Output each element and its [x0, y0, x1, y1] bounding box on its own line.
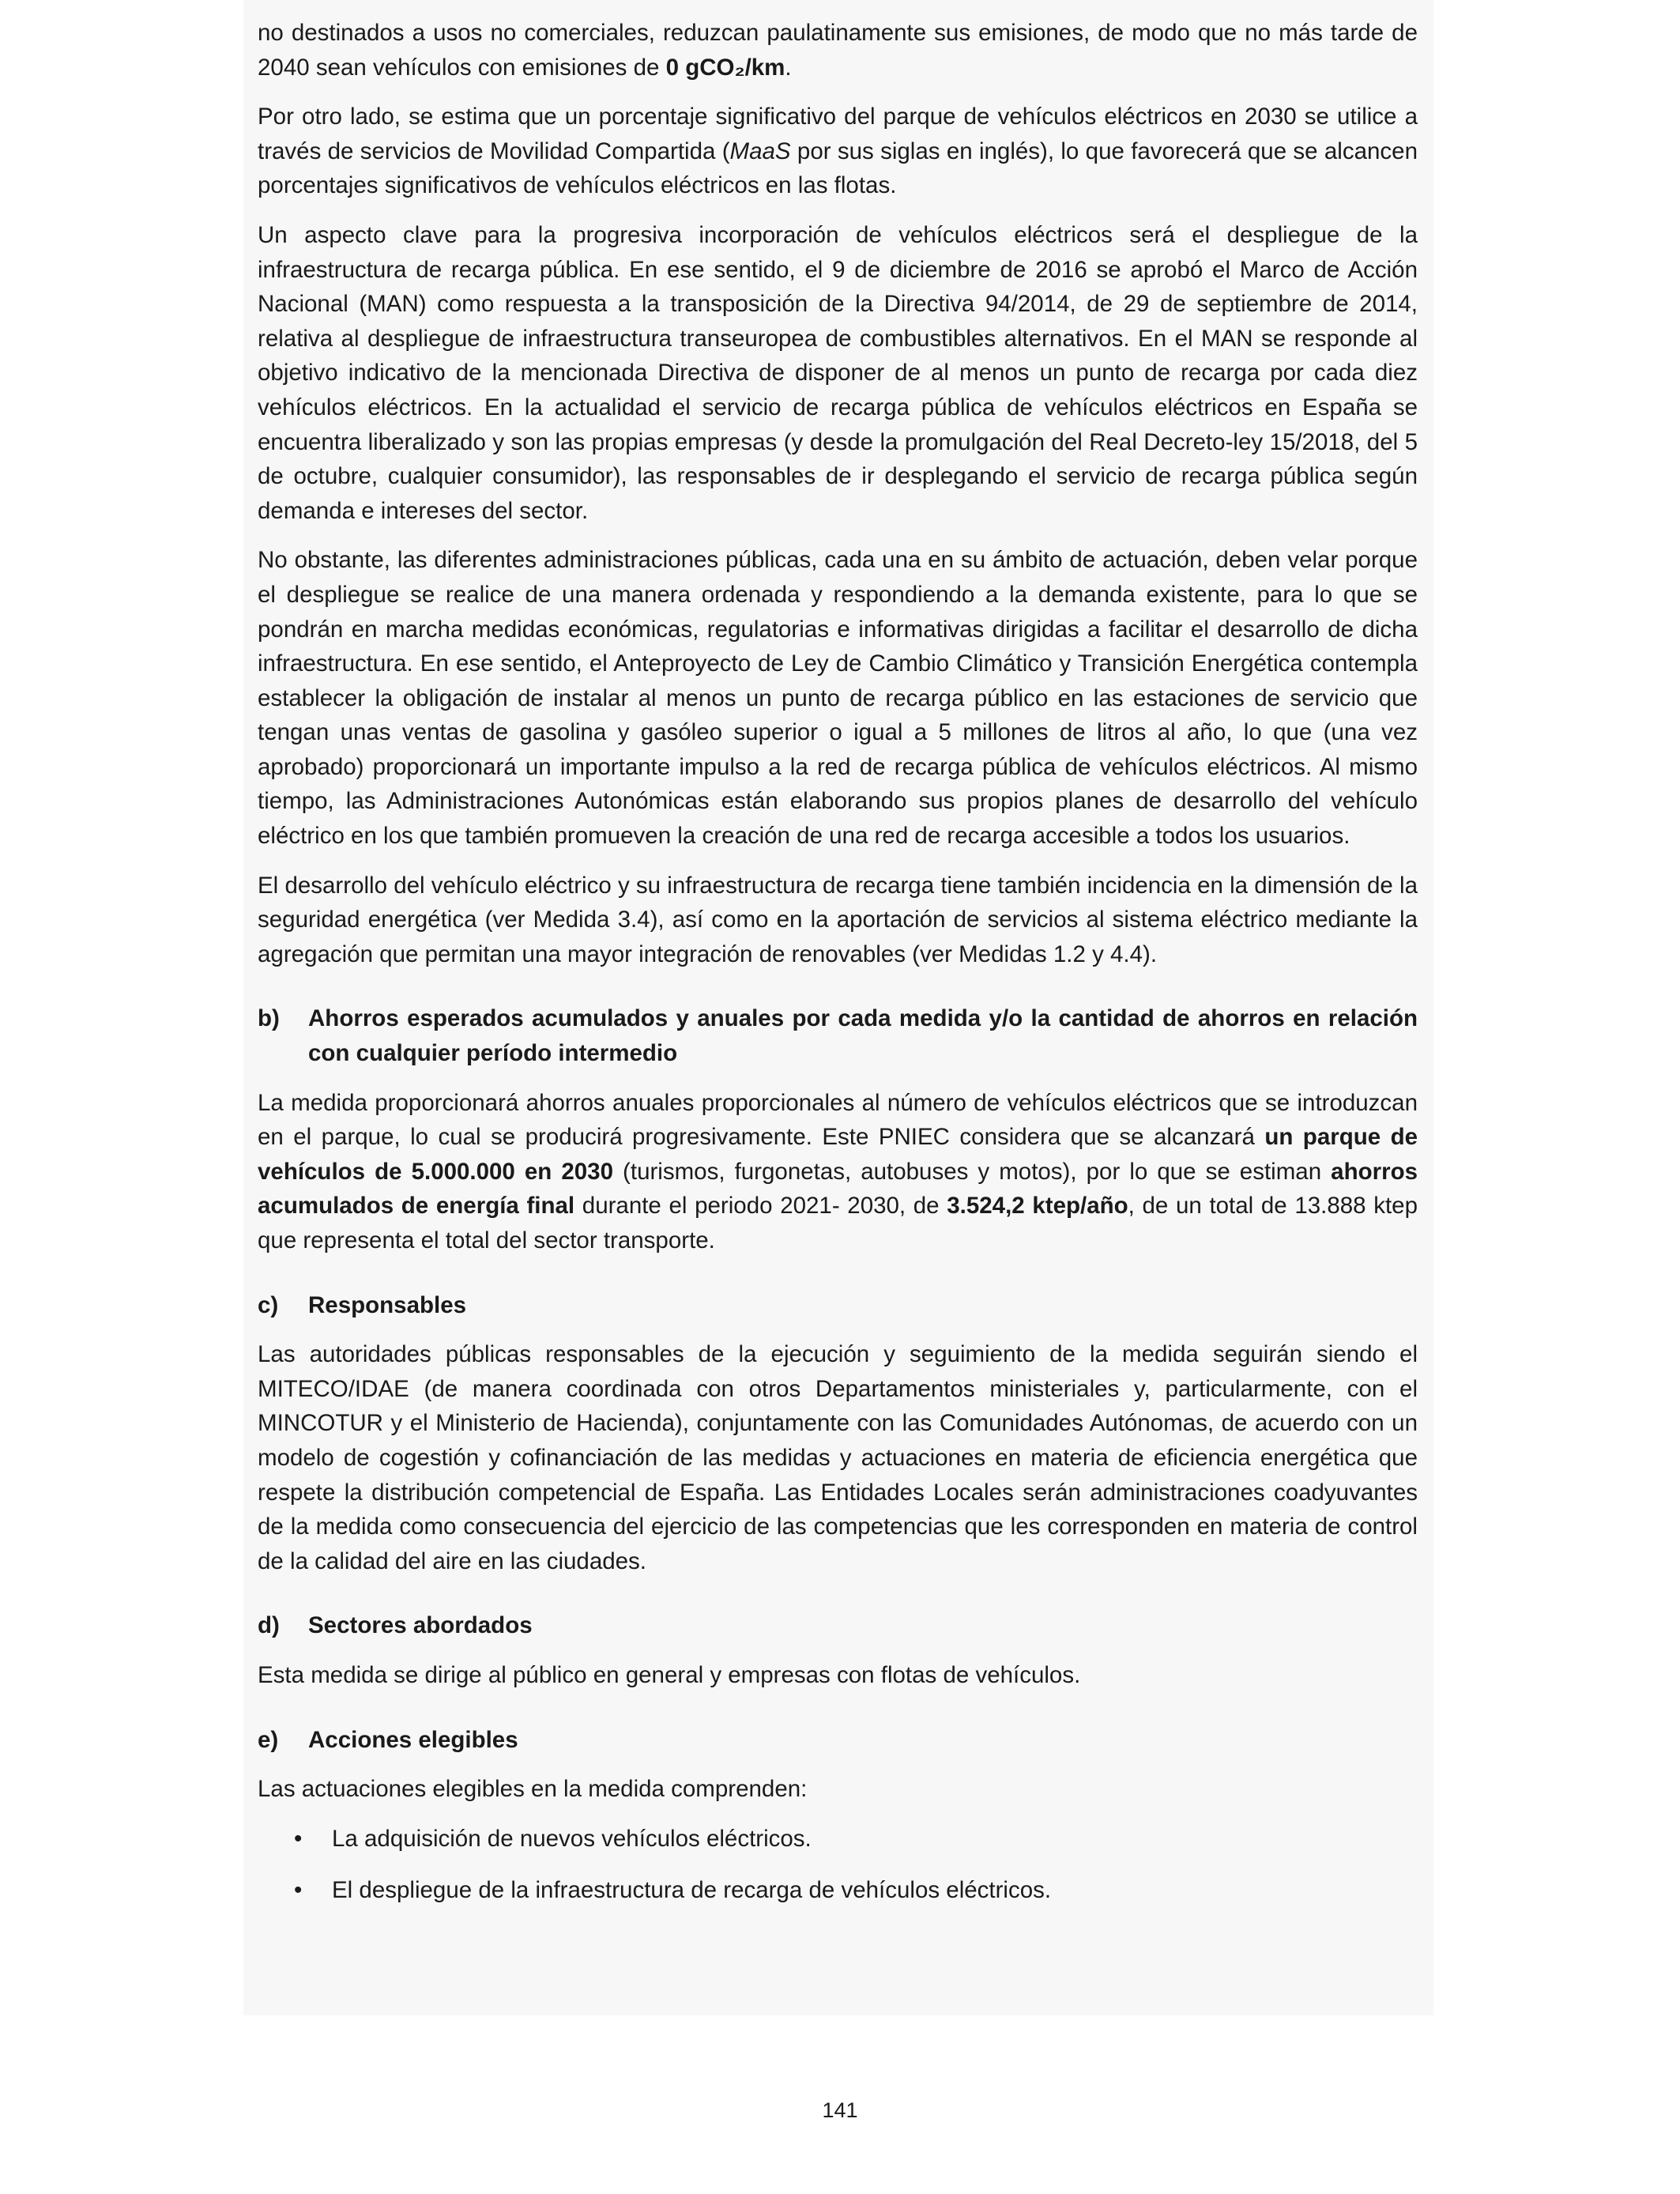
- list-item: [258, 1873, 1418, 1908]
- section-c-title: Responsables: [308, 1291, 467, 1318]
- section-b-heading: [258, 1001, 1418, 1070]
- section-e-title: Acciones elegibles: [308, 1726, 518, 1753]
- section-c-heading: [258, 1288, 1418, 1323]
- document-body: [243, 0, 1433, 2015]
- paragraph-intro: no destinados a usos no comerciales, reduzcan paulatinamente sus emisiones, de modo que no más tarde de 2040 sean vehículos con emisiones de 0 gCO₂/km.: [258, 20, 1418, 81]
- list-item-text: El despliegue de la infraestructura de recarga de vehículos eléctricos.: [332, 1877, 1052, 1904]
- section-b-label: b): [258, 1005, 280, 1032]
- section-d-heading: [258, 1608, 1418, 1643]
- section-e-heading: [258, 1723, 1418, 1758]
- section-e-label: e): [258, 1726, 279, 1753]
- paragraph-energy-security: El desarrollo del vehículo eléctrico y su infraestructura de recarga tiene también incidencia en la dimensión de la seguridad energética (ver Medida 3.4), así como en la aportación de servicios al sistema eléctrico mediante la agregación que permitan una mayor integración de renovables (ver Medidas 1.2 y 4.4).: [258, 872, 1418, 967]
- section-c-label: c): [258, 1291, 279, 1318]
- section-d-label: d): [258, 1612, 280, 1639]
- section-d-body: Esta medida se dirige al público en general y empresas con flotas de vehículos.: [258, 1661, 1081, 1688]
- section-b-title: Ahorros esperados acumulados y anuales por cada medida y/o la cantidad de ahorros en relación con cualquier período intermedio: [308, 1005, 1418, 1067]
- section-c-body: Las autoridades públicas responsables de la ejecución y seguimiento de la medida seguirán siendo el MITECO/IDAE (de manera coordinada con otros Departamentos ministeriales y, particularmente, con el MINCOTUR y el Ministerio de Hacienda), conjuntamente con las Comunidades Autónomas, de acuerdo con un modelo de cogestión y cofinanciación de las medidas y actuaciones en materia de eficiencia energética que respete la distribución competencial de España. Las Entidades Locales serán administraciones coadyuvantes de la medida como consecuencia del ejercicio de las competencias que les corresponden en materia de control de la calidad del aire en las ciudades.: [258, 1341, 1418, 1574]
- bullet-icon: •: [294, 1877, 303, 1904]
- section-e-body: Las actuaciones elegibles en la medida comprenden:: [258, 1776, 808, 1803]
- section-b-body: La medida proporcionará ahorros anuales proporcionales al número de vehículos eléctricos que se introduzcan en el parque, lo cual se producirá progresivamente. Este PNIEC considera que se alcanzará un parque de vehículos de 5.000.000 en 2030 (turismos, furgonetas, autobuses y motos), por lo que se estiman ahorros acumulados de energía final durante el periodo 2021- 2030, de 3.524,2 ktep/año, de un total de 13.888 ktep que representa el total del sector transporte.: [258, 1089, 1418, 1253]
- paragraph-administrations: No obstante, las diferentes administraciones públicas, cada una en su ámbito de actuación, deben velar porque el despliegue se realice de una manera ordenada y respondiendo a la demanda existente, para lo que se pondrán en marcha medidas económicas, regulatorias e informativas dirigidas a facilitar el desarrollo de dicha infraestructura. En ese sentido, el Anteproyecto de Ley de Cambio Climático y Transición Energética contempla establecer la obligación de instalar al menos un punto de recarga público en las estaciones de servicio que tengan unas ventas de gasolina y gasóleo superior o igual a 5 millones de litros al año, lo que (una vez aprobado) proporcionará un importante impulso a la red de recarga pública de vehículos eléctricos. Al mismo tiempo, las Administraciones Autonómicas están elaborando sus propios planes de desarrollo del vehículo eléctrico en los que también promueven la creación de una red de recarga accesible a todos los usuarios.: [258, 547, 1418, 850]
- bullet-icon: •: [294, 1825, 303, 1852]
- paragraph-maas: Por otro lado, se estima que un porcentaje significativo del parque de vehículos eléctricos en 2030 se utilice a través de servicios de Movilidad Compartida (MaaS por sus siglas en inglés), lo que favorecerá que se alcancen porcentajes significativos de vehículos eléctricos en las flotas.: [258, 104, 1418, 199]
- list-item: [258, 1822, 1418, 1857]
- section-d-title: Sectores abordados: [308, 1612, 533, 1639]
- paragraph-infrastructure: Un aspecto clave para la progresiva incorporación de vehículos eléctricos será el despliegue de la infraestructura de recarga pública. En ese sentido, el 9 de diciembre de 2016 se aprobó el Marco de Acción Nacional (MAN) como respuesta a la transposición de la Directiva 94/2014, de 29 de septiembre de 2014, relativa al despliegue de infraestructura transeuropea de combustibles alternativos. En el MAN se responde al objetivo indicativo de la mencionada Directiva de disponer de al menos un punto de recarga por cada diez vehículos eléctricos. En la actualidad el servicio de recarga pública de vehículos eléctricos en España se encuentra liberalizado y son las propias empresas (y desde la promulgación del Real Decreto-ley 15/2018, del 5 de octubre, cualquier consumidor), las responsables de ir desplegando el servicio de recarga pública según demanda e intereses del sector.: [258, 221, 1418, 524]
- eligible-actions-list: [258, 1822, 1418, 1908]
- page-number: 141: [822, 2098, 858, 2122]
- list-item-text: La adquisición de nuevos vehículos eléctricos.: [332, 1825, 812, 1852]
